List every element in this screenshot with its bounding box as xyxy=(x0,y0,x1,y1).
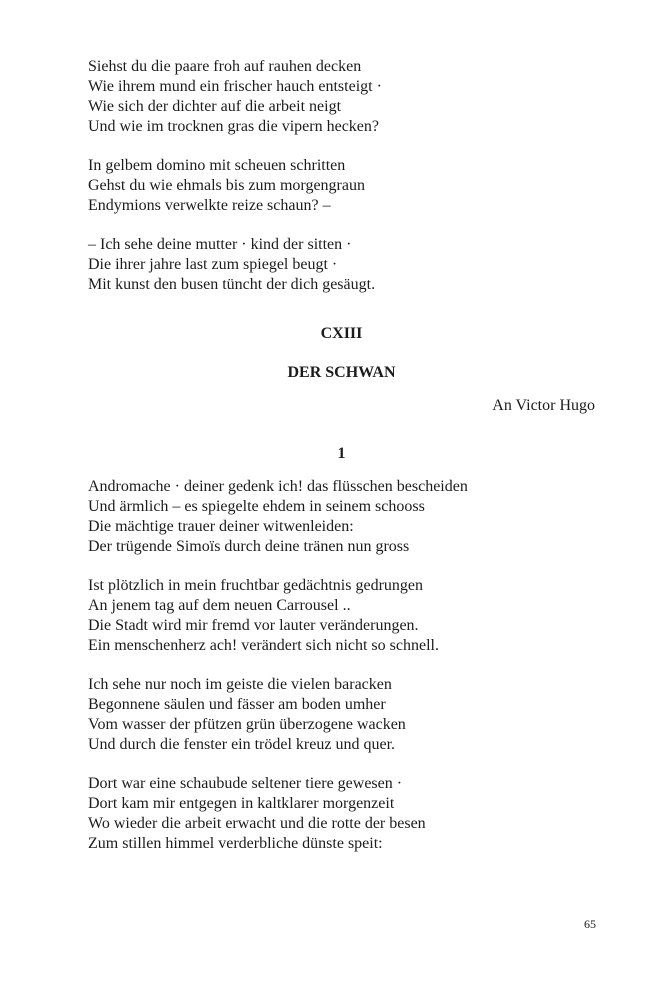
poem-line: Vom wasser der pfützen grün überzogene wacken xyxy=(88,716,406,733)
poem-line: Und wie im trocknen gras die vipern hecken? xyxy=(88,118,380,135)
stanza xyxy=(88,774,595,854)
poem-line: Dort war eine schaubude seltener tiere gewesen · xyxy=(88,775,403,792)
poem-line: Gehst du wie ehmals bis zum morgengraun xyxy=(88,177,365,194)
poem-line: Wo wieder die arbeit erwacht und die rotte der besen xyxy=(88,815,426,832)
poem-line: Der trügende Simoïs durch deine tränen nun gross xyxy=(88,538,410,555)
stanza xyxy=(88,576,595,656)
stanza xyxy=(88,235,595,295)
poem-line: Die mächtige trauer deiner witwenleiden: xyxy=(88,518,354,535)
poem-line: Die ihrer jahre last zum spiegel beugt · xyxy=(88,256,338,273)
stanza xyxy=(88,477,595,557)
poem-line: Und ärmlich – es spiegelte ehdem in seinem schooss xyxy=(88,498,425,515)
dedication: An Victor Hugo xyxy=(492,397,595,414)
poem-line: Ist plötzlich in mein fruchtbar gedächtnis gedrungen xyxy=(88,577,424,594)
poem-line: – Ich sehe deine mutter · kind der sitten · xyxy=(88,236,352,253)
poem-line: Ein menschenherz ach! verändert sich nicht so schnell. xyxy=(88,637,439,654)
poem-line: An jenem tag auf dem neuen Carrousel .. xyxy=(88,597,351,614)
poem-line: Wie ihrem mund ein frischer hauch entsteigt · xyxy=(88,78,382,95)
poem-line: Ich sehe nur noch im geiste die vielen baracken xyxy=(88,676,392,693)
page-number: 65 xyxy=(584,917,596,931)
poem-line: Mit kunst den busen tüncht der dich gesäugt. xyxy=(88,276,376,293)
poem-line: In gelbem domino mit scheuen schritten xyxy=(88,157,346,174)
poem-line: Dort kam mir entgegen in kaltklarer morgenzeit xyxy=(88,795,395,812)
poem-line: Begonnene säulen und fässer am boden umher xyxy=(88,696,386,713)
poem-title: DER SCHWAN xyxy=(287,364,396,381)
poem-line: Zum stillen himmel verderbliche dünste speit: xyxy=(88,835,383,852)
part-number: 1 xyxy=(337,445,346,462)
poem-line: Siehst du die paare froh auf rauhen decken xyxy=(88,58,362,75)
poem-line: Und durch die fenster ein trödel kreuz und quer. xyxy=(88,736,396,753)
stanza xyxy=(88,675,595,755)
poem-line: Die Stadt wird mir fremd vor lauter veränderungen. xyxy=(88,617,419,634)
poem-line: Andromache · deiner gedenk ich! das flüsschen bescheiden xyxy=(88,478,468,495)
poem-line: Endymions verwelkte reize schaun? – xyxy=(88,197,331,214)
stanza xyxy=(88,57,595,137)
poem-line: Wie sich der dichter auf die arbeit neigt xyxy=(88,98,342,115)
poem-number-heading: CXIII xyxy=(320,325,363,342)
stanza xyxy=(88,156,595,216)
